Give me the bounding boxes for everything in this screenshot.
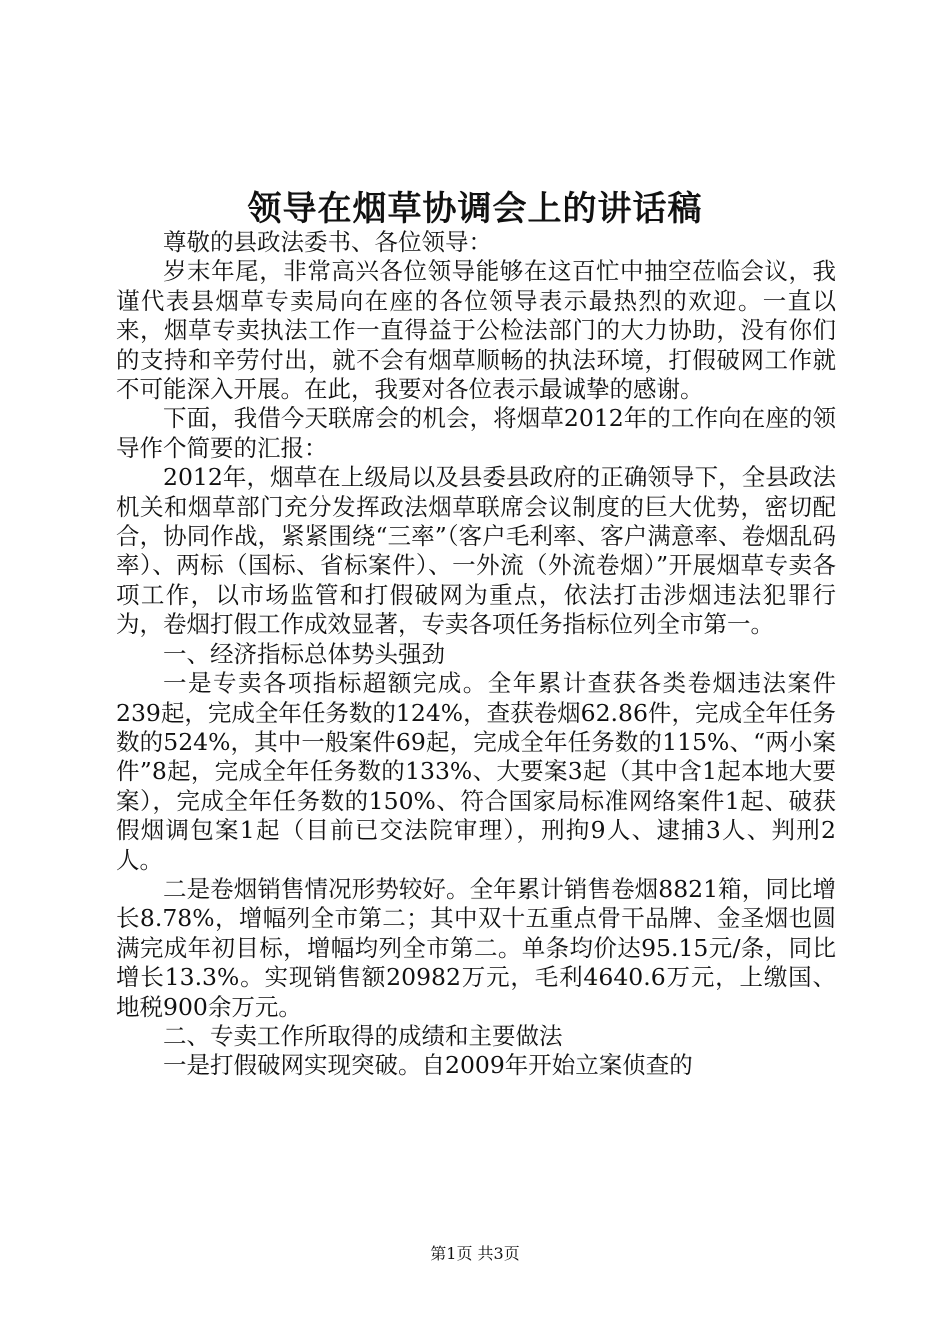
paragraph-welcome: 岁末年尾，非常高兴各位领导能够在这百忙中抽空莅临会议，我谨代表县烟草专卖局向在座的各位领导表示最热烈的欢迎。一直以来，烟草专卖执法工作一直得益于公检法部门的大力协助，没有你们的支持和辛劳付出，就不会有烟草顺畅的执法环境，打假破网工作就不可能深入开展。在此，我要对各位表示最诚挚的感谢。	[116, 257, 836, 404]
paragraph-summary-2012: 2012年，烟草在上级局以及县委县政府的正确领导下，全县政法机关和烟草部门充分发挥政法烟草联席会议制度的巨大优势，密切配合，协同作战，紧紧围绕“三率”（客户毛利率、客户满意率、卷烟乱码率）、两标（国标、省标案件）、一外流（外流卷烟）”开展烟草专卖各项工作，以市场监管和打假破网为重点，依法打击涉烟违法犯罪行为，卷烟打假工作成效显著，专卖各项任务指标位列全市第一。	[116, 463, 836, 639]
paragraph-report-intro: 下面，我借今天联席会的机会，将烟草2012年的工作向在座的领导作个简要的汇报：	[116, 404, 836, 462]
section-heading-achievements: 二、专卖工作所取得的成绩和主要做法	[163, 1021, 563, 1050]
document-body	[116, 228, 836, 1081]
page-footer: 第1页 共3页	[430, 1244, 520, 1263]
document-title: 领导在烟草协调会上的讲话稿	[247, 189, 703, 229]
paragraph-indicators: 一是专卖各项指标超额完成。全年累计查获各类卷烟违法案件239起，完成全年任务数的124%，查获卷烟62.86件，完成全年任务数的524%，其中一般案件69起，完成全年任务数的115%、“两小案件”8起，完成全年任务数的133%、大要案3起（其中含1起本地大要案），完成全年任务数的150%、符合国家局标准网络案件1起、破获假烟调包案1起（目前已交法院审理），刑拘9人、逮捕3人、判刑2人。	[116, 669, 836, 874]
salutation: 尊敬的县政法委书、各位领导：	[163, 228, 492, 256]
paragraph-sales: 二是卷烟销售情况形势较好。全年累计销售卷烟8821箱，同比增长8.78%，增幅列全市第二；其中双十五重点骨干品牌、金圣烟也圆满完成年初目标，增幅均列全市第二。单条均价达95.15元/条，同比增长13.3%。实现销售额20982万元，毛利4640.6万元，上缴国、地税900余万元。	[116, 874, 836, 1021]
section-heading-economic: 一、经济指标总体势头强劲	[163, 639, 445, 668]
paragraph-anti-counterfeit: 一是打假破网实现突破。自2009年开始立案侦查的	[163, 1051, 693, 1080]
